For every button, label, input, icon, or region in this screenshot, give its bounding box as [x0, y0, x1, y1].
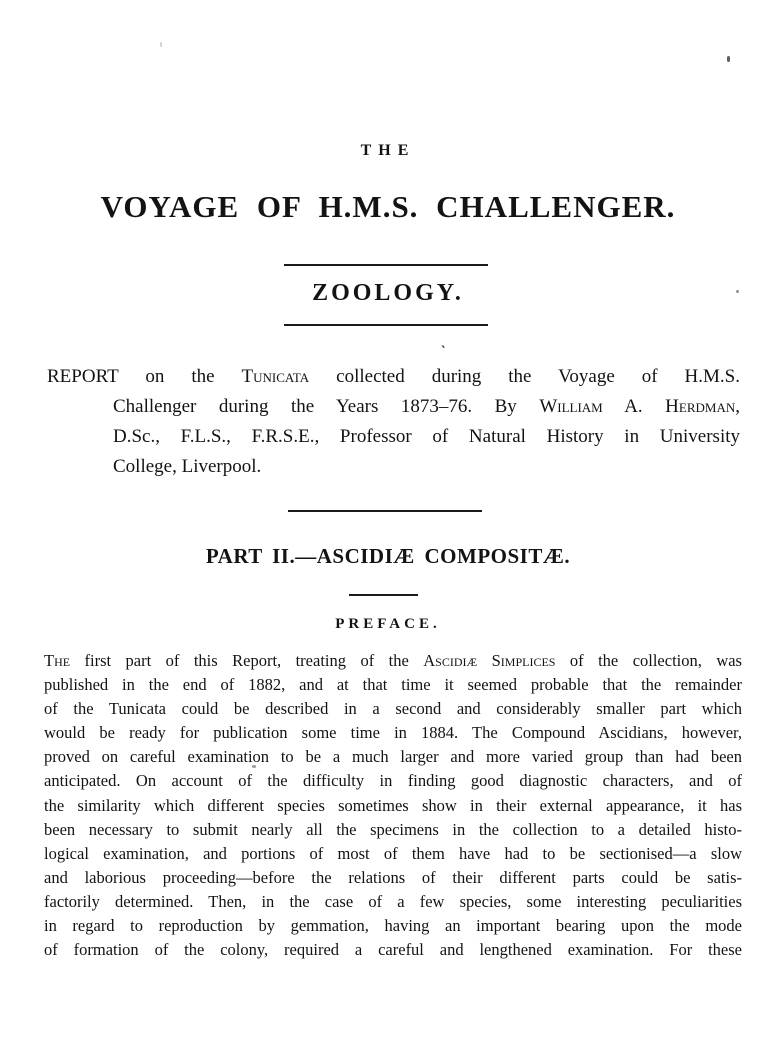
- text-segment: published in the end of 1882, and at that time it seemed probable that the remainder: [44, 675, 742, 695]
- text-segment: the similarity which different species sometimes show in their external appearance, it has: [44, 795, 742, 815]
- scan-accent-artifact: `: [438, 343, 447, 361]
- scan-speck: [736, 290, 739, 293]
- small-caps-text: Herdman: [665, 396, 736, 417]
- scan-speck: [160, 42, 162, 47]
- text-segment: proved on careful examination to be a much larger and more varied group than had been: [44, 747, 742, 767]
- text-line: [44, 745, 742, 769]
- small-caps-text: William: [539, 396, 603, 417]
- text-line: [44, 769, 742, 793]
- section-title: ZOOLOGY.: [312, 280, 464, 306]
- text-line: [113, 422, 740, 452]
- scan-speck: [727, 56, 730, 62]
- text-line: [44, 794, 742, 818]
- text-segment: first part of this Report, treating of the: [70, 651, 424, 670]
- horizontal-rule: [284, 324, 488, 326]
- text-line: [44, 697, 742, 721]
- text-segment: College, Liverpool.: [113, 456, 262, 477]
- text-segment: ,: [735, 396, 740, 417]
- text-segment: in regard to reproduction by gemmation, having an important bearing upon the mode: [44, 916, 742, 936]
- text-line: [47, 362, 740, 392]
- small-caps-text: Ascidiæ Simplices: [423, 651, 556, 670]
- text-line: [44, 649, 742, 673]
- text-line: [113, 392, 740, 422]
- text-segment: REPORT on the: [47, 366, 242, 387]
- text-line: [113, 452, 740, 482]
- text-line: [44, 866, 742, 890]
- report-citation-paragraph: [47, 362, 740, 482]
- horizontal-rule-short: [349, 594, 418, 596]
- text-segment: collected during the Voyage of H.M.S.: [309, 366, 740, 387]
- text-line: [44, 842, 742, 866]
- scan-speck: [252, 765, 256, 768]
- text-segment: factorily determined. Then, in the case of a few species, some interesting peculiarities: [44, 891, 742, 911]
- text-segment: anticipated. On account of the difficulty in finding good diagnostic characters, and of: [44, 771, 742, 791]
- text-line: [44, 721, 742, 745]
- text-segment: of formation of the colony, required a careful and lengthened examination. For these: [44, 940, 742, 960]
- small-caps-text: The: [44, 651, 71, 670]
- text-line: [44, 938, 742, 962]
- text-segment: and laborious proceeding—before the relations of their different parts could be satis-: [44, 867, 742, 887]
- text-segment: of the collection, was: [555, 651, 742, 670]
- text-line: [44, 673, 742, 697]
- text-segment: A.: [602, 396, 666, 417]
- part-title: PART II.—ASCIDIÆ COMPOSITÆ.: [205, 544, 571, 568]
- preface-heading: PREFACE.: [335, 616, 441, 632]
- text-segment: Challenger during the Years 1873–76. By: [113, 396, 540, 417]
- text-segment: been necessary to submit nearly all the specimens in the collection to a detailed histo-: [44, 819, 742, 839]
- text-line: [44, 890, 742, 914]
- series-heading: THE: [360, 142, 416, 159]
- preface-body-paragraph: [44, 649, 742, 962]
- text-segment: D.Sc., F.L.S., F.R.S.E., Professor of Natural History in University: [113, 426, 740, 447]
- horizontal-rule: [284, 264, 488, 266]
- text-line: [44, 914, 742, 938]
- text-line: [44, 818, 742, 842]
- text-segment: logical examination, and portions of most of them have had to be sectionised—a slow: [44, 843, 742, 863]
- horizontal-rule: [288, 510, 482, 512]
- text-segment: would be ready for publication some time in 1884. The Compound Ascidians, however,: [44, 723, 742, 743]
- text-segment: of the Tunicata could be described in a second and considerably smaller part which: [44, 699, 742, 719]
- page-title: VOYAGE OF H.M.S. CHALLENGER.: [100, 189, 676, 224]
- small-caps-text: Tunicata: [241, 366, 310, 387]
